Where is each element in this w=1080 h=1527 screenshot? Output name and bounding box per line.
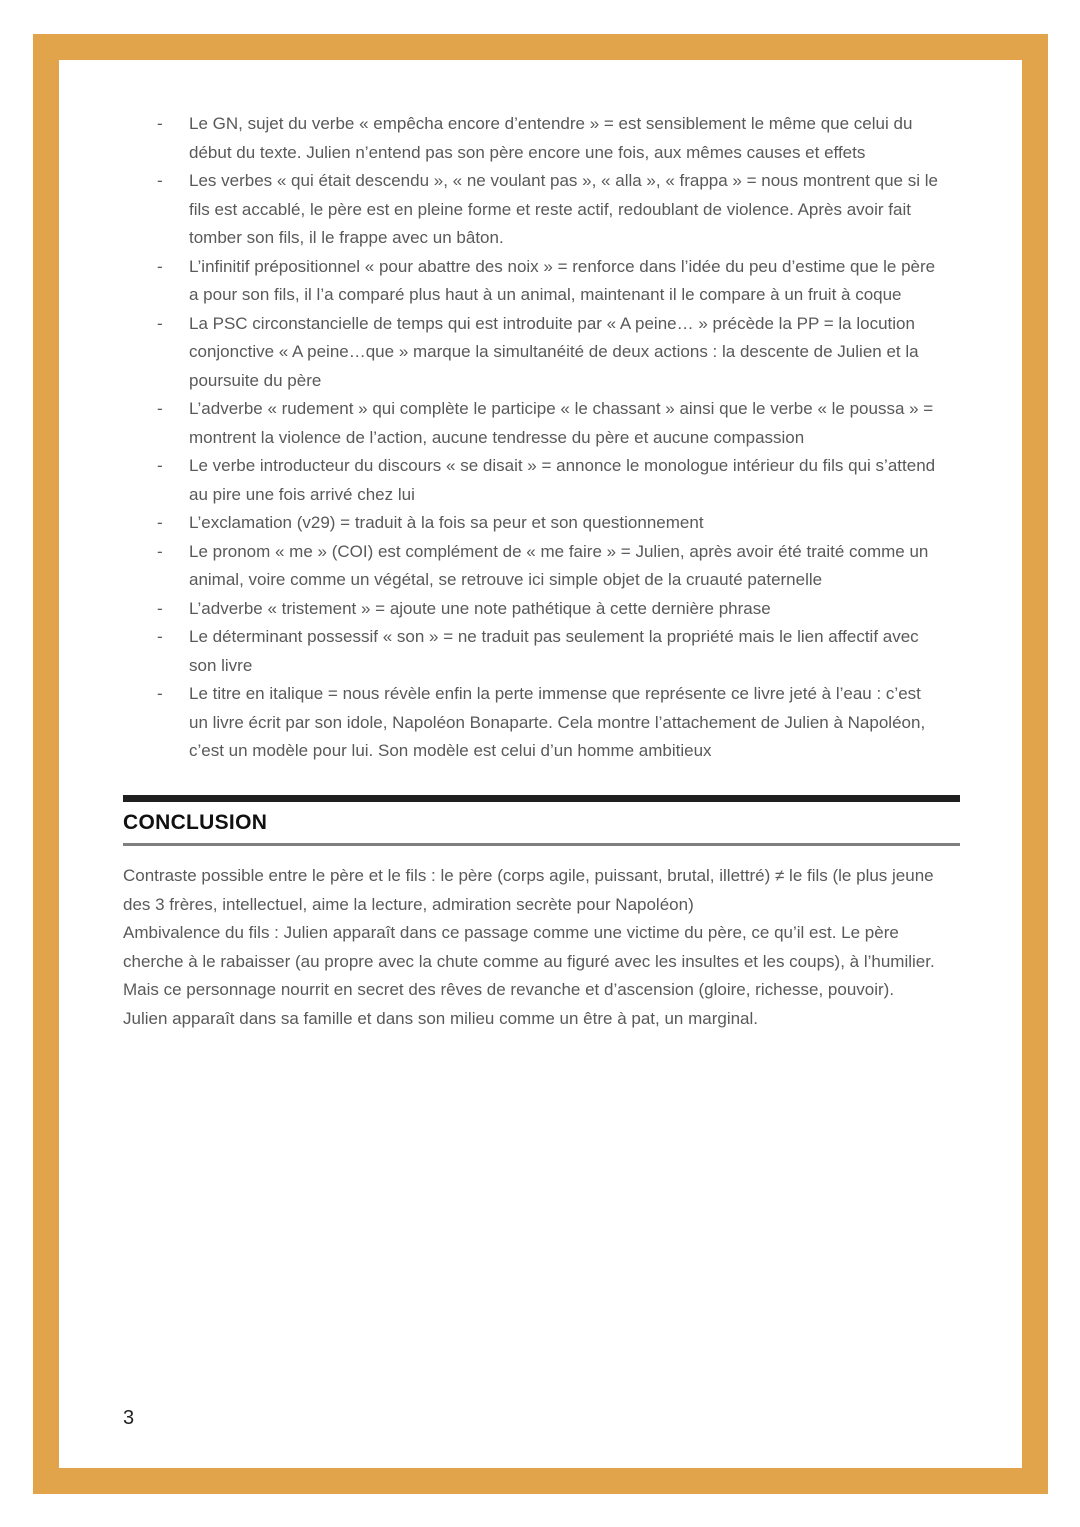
conclusion-paragraphs	[123, 862, 960, 1033]
conclusion-paragraph: Ambivalence du fils : Julien apparaît dans ce passage comme une victime du père, ce qu’il est. Le père cherche à le rabaisser (au propre avec la chute comme au figuré avec les insultes et les coups), à l’humilier. Mais ce personnage nourrit en secret des rêves de revanche et d’ascension (gloire, richesse, pouvoir).	[123, 923, 935, 999]
conclusion-paragraph: Contraste possible entre le père et le fils : le père (corps agile, puissant, brutal, illettré) ≠ le fils (le plus jeune des 3 frères, intellectuel, aime la lecture, admiration secrète pour Napoléon)	[123, 866, 934, 914]
dash-bullet: -	[157, 598, 163, 618]
bullet-text: L’exclamation (v29) = traduit à la fois sa peur et son questionnement	[189, 513, 704, 532]
dash-bullet: -	[157, 256, 163, 276]
bullet-item	[123, 680, 960, 766]
dash-bullet: -	[157, 171, 163, 190]
dash-bullet: -	[157, 684, 163, 703]
dash-bullet: -	[157, 114, 163, 133]
bullet-item	[123, 538, 960, 595]
conclusion-top-rule	[123, 795, 960, 802]
bullet-text: Le déterminant possessif « son » = ne traduit pas seulement la propriété mais le lien affectif avec son livre	[189, 627, 919, 675]
bullet-item	[123, 623, 960, 680]
analysis-bullet-list	[123, 110, 960, 766]
bullet-text: Les verbes « qui était descendu », « ne voulant pas », « alla », « frappa » = nous montrent que si le fils est accablé, le père est en pleine forme et reste actif, redoublant de violence. Après avoir fait tomber son fils, il le frappe avec un bâton.	[189, 171, 938, 247]
bullet-item	[123, 310, 960, 396]
bullet-item	[123, 395, 960, 452]
bullet-text: L’adverbe « rudement » qui complète le participe « le chassant » ainsi que le verbe « le poussa » = montrent la violence de l’action, aucune tendresse du père et aucune compassion	[189, 399, 934, 447]
bullet-item	[123, 595, 960, 624]
bullet-item	[123, 167, 960, 253]
page-frame	[33, 34, 1048, 1494]
bullet-item	[123, 253, 960, 310]
bullet-item	[123, 509, 960, 538]
dash-bullet: -	[157, 399, 163, 418]
conclusion-heading: CONCLUSION	[123, 802, 960, 847]
dash-bullet: -	[157, 627, 163, 646]
bullet-item	[123, 452, 960, 509]
dash-bullet: -	[157, 541, 163, 561]
dash-bullet: -	[157, 513, 163, 532]
bullet-text: La PSC circonstancielle de temps qui est introduite par « A peine… » précède la PP = la locution conjonctive « A peine…que » marque la simultanéité de deux actions : la descente de Julien et la poursuite du père	[189, 313, 919, 390]
conclusion-paragraph: Julien apparaît dans sa famille et dans son milieu comme un être à pat, un marginal.	[123, 1008, 759, 1028]
dash-bullet: -	[157, 456, 163, 475]
bullet-text: L’infinitif prépositionnel « pour abattre des noix » = renforce dans l’idée du peu d’estime que le père a pour son fils, il l’a comparé plus haut à un animal, maintenant il le compare à un fruit à coque	[189, 256, 936, 304]
dash-bullet: -	[157, 313, 163, 333]
bullet-text: L’adverbe « tristement » = ajoute une note pathétique à cette dernière phrase	[189, 598, 771, 618]
bullet-text: Le pronom « me » (COI) est complément de « me faire » = Julien, après avoir été traité comme un animal, voire comme un végétal, se retrouve ici simple objet de la cruauté paternelle	[189, 541, 929, 589]
bullet-text: Le verbe introducteur du discours « se disait » = annonce le monologue intérieur du fils qui s’attend au pire une fois arrivé chez lui	[189, 456, 936, 504]
page-number: 3	[123, 1407, 135, 1429]
bullet-item	[123, 110, 960, 167]
bullet-text: Le titre en italique = nous révèle enfin la perte immense que représente ce livre jeté à l’eau : c’est un livre écrit par son idole, Napoléon Bonaparte. Cela montre l’attachement de Julien à Napoléon, c’est un modèle pour lui. Son modèle est celui d’un homme ambitieux	[189, 684, 926, 760]
content-area	[59, 60, 1022, 1033]
bullet-text: Le GN, sujet du verbe « empêcha encore d’entendre » = est sensiblement le même que celui du début du texte. Julien n’entend pas son père encore une fois, aux mêmes causes et effets	[189, 114, 913, 162]
